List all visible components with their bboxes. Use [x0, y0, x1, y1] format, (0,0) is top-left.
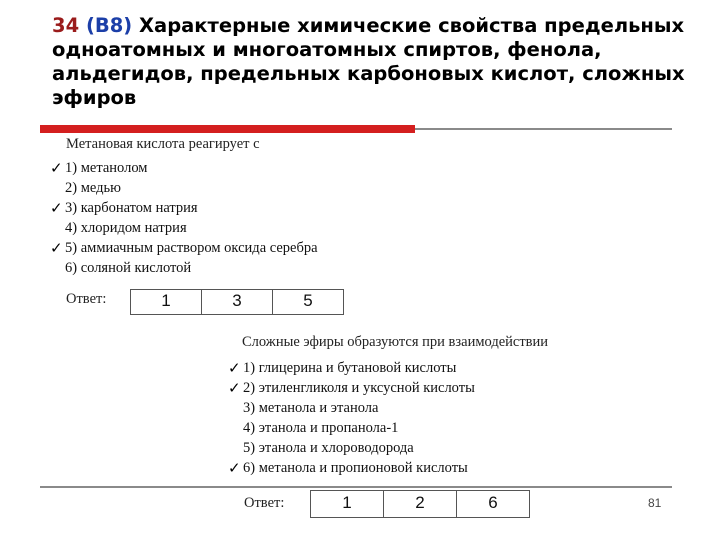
q1-option-2: 2) медью	[65, 180, 121, 196]
q2-option-1: 1) глицерина и бутановой кислоты	[243, 360, 457, 376]
page-number: 81	[648, 496, 662, 510]
title-number: 34	[52, 14, 80, 37]
slide-title	[52, 14, 692, 110]
answer-cell: 2	[384, 491, 457, 517]
question2-answer-label: Ответ:	[244, 495, 285, 511]
q2-option-6: 6) метанола и пропионовой кислоты	[243, 460, 468, 476]
check-icon: ✓	[50, 159, 63, 177]
question1-answer-label: Ответ:	[66, 291, 107, 307]
q1-option-3: 3) карбонатом натрия	[65, 200, 198, 216]
question2-prompt: Сложные эфиры образуются при взаимодействии	[242, 334, 549, 350]
q2-option-2: 2) этиленгликоля и уксусной кислоты	[243, 380, 475, 396]
q1-option-1: 1) метанолом	[65, 160, 148, 176]
bottom-rule	[40, 486, 672, 488]
accent-bar	[40, 125, 415, 133]
answer-cell: 1	[131, 290, 202, 314]
q1-option-6: 6) соляной кислотой	[65, 260, 192, 276]
q2-option-3: 3) метанола и этанола	[243, 400, 379, 416]
question2-answer-table	[310, 490, 530, 518]
q1-option-5: 5) аммиачным раствором оксида серебра	[65, 240, 318, 256]
q1-option-4: 4) хлоридом натрия	[65, 220, 187, 236]
title-text: Характерные химические свойства предельных одноатомных и многоатомных спиртов, фенола, альдегидов, предельных карбоновых кислот, сложных эфиров	[52, 14, 685, 109]
check-icon: ✓	[228, 359, 241, 377]
question2-options	[228, 358, 608, 482]
check-icon: ✓	[228, 459, 241, 477]
title-code: (В8)	[85, 14, 133, 37]
question1-answer-table	[130, 289, 344, 315]
question1-prompt: Метановая кислота реагирует с	[66, 136, 260, 152]
check-icon: ✓	[50, 239, 63, 257]
q2-option-4: 4) этанола и пропанола-1	[243, 420, 399, 436]
answer-cell: 3	[202, 290, 273, 314]
check-icon: ✓	[50, 199, 63, 217]
answer-cell: 5	[303, 291, 313, 310]
question1-options	[50, 158, 410, 282]
answer-cell: 6	[488, 493, 498, 512]
q2-option-5: 5) этанола и хлороводорода	[243, 440, 414, 456]
answer-cell: 1	[311, 491, 384, 517]
check-icon: ✓	[228, 379, 241, 397]
